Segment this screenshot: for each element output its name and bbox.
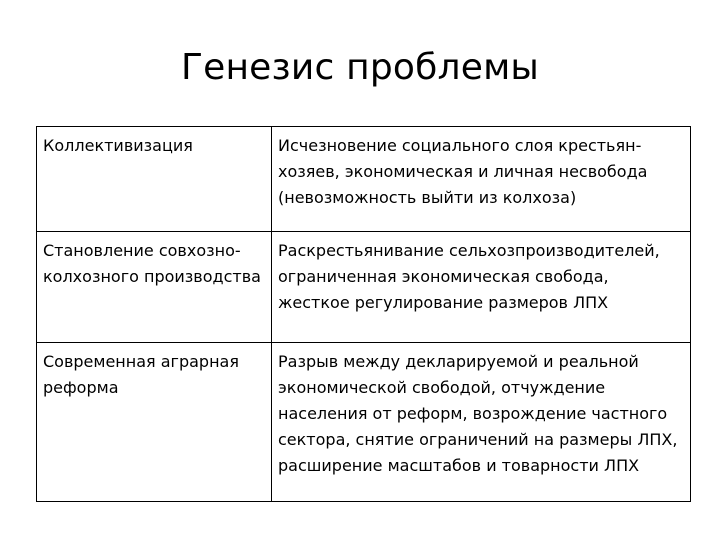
table-row — [37, 232, 691, 343]
slide-title: Генезис проблемы — [180, 47, 540, 88]
stage-cell: Становление совхозно-колхозного производства — [37, 232, 272, 343]
consequence-cell: Исчезновение социального слоя крестьян-хозяев, экономическая и личная несвобода (невозможность выйти из колхоза) — [272, 127, 691, 232]
consequence-cell: Раскрестьянивание сельхозпроизводителей, ограниченная экономическая свобода, жесткое регулирование размеров ЛПХ — [272, 232, 691, 343]
table-row — [37, 127, 691, 232]
stage-cell: Современная аграрная реформа — [37, 343, 272, 502]
genesis-table — [36, 126, 691, 502]
stage-cell: Коллективизация — [37, 127, 272, 232]
consequence-cell: Разрыв между декларируемой и реальной экономической свободой, отчуждение населения от реформ, возрождение частного сектора, снятие ограничений на размеры ЛПХ, расширение масштабов и товарности ЛПХ — [272, 343, 691, 502]
table-row — [37, 343, 691, 502]
